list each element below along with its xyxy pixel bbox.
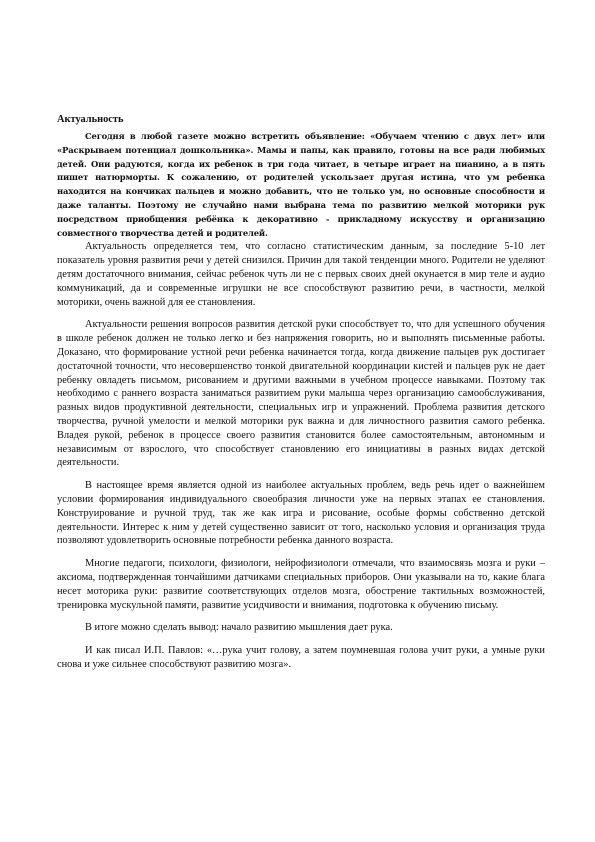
paragraph-relevance: Актуальность определяется тем, что согласно статистическим данным, за последние 5-10 лет показатель уровня развития речи у детей снизился. Причин для такой тенденции много. Родители не уделяют детям достаточного внимания, сейчас ребенок чуть ли не с первых своих дней окунается в мир теле и аудио коммуникаций, да и современные игрушки не все способствуют развитию речи, в частности, мелкой моторики, очень важной для ее становления. — [57, 241, 545, 308]
paragraph-scientists: Многие педагоги, психологи, физиологи, нейрофизиологи отмечали, что взаимосвязь мозга и руки – аксиома, подтвержденная тончайшими датчиками специальных приборов. Они указывали на то, какие блага несет моторика руки: развитие соответствующих отделов мозга, обострение тактильных возможностей, тренировка мускульной памяти, развитие усидчивости и внимания, подготовка к обучению письму. — [57, 558, 545, 611]
paragraph-pavlov-quote: И как писал И.П. Павлов: «…рука учит голову, а затем поумневшая голова учит руки, а умные руки снова и уже сильнее способствуют развитию мозга». — [57, 645, 545, 670]
intro-paragraph: Сегодня в любой газете можно встретить объявление: «Обучаем чтению с двух лет» или «Раскрываем потенциал дошкольника». Мамы и папы, как правило, готовы на все ради любимых детей. Они радуются, когда их ребенок в три года читает, в четыре играет на пианино, а в пять пишет натюрморты. К сожалению, от родителей ускользает другая истина, что ум ребенка находится на кончиках пальцев и можно добавить, что не только ум, но основные способности и даже таланты. Поэтому не случайно нами выбрана тема по развитию мелкой моторики рук посредством приобщения ребёнка к декоративно - прикладному искусству и организацию совместного творчества детей и родителей. — [57, 131, 545, 238]
paragraph-hand-development: Актуальности решения вопросов развития детской руки способствует то, что для успешного обучения в школе ребенок должен не только легко и без напряжения говорить, но и выполнять письменные работы. Доказано, что формирование устной речи ребенка начинается тогда, когда движение пальцев рук достигает достаточной точности, что несовершенство тонкой двигательной координации кистей и пальцев рук не дает ребенку овладеть письмом, рисованием и другими важными в учебном процессе навыками. Поэтому так необходимо с раннего возраста заниматься развитием руки малыша через организацию самообслуживания, разных видов продуктивной деятельности, специальных игр и упражнений. Проблема развития детского творчества, ручной умелости и мелкой моторики рук важна и для личностного развития самого ребенка. Владея рукой, ребенок в процессе своего развития становится более самостоятельным, автономным и независимым от взрослого, что способствует становлению его инициативы в разных видах детской деятельности. — [57, 319, 545, 469]
paragraph-current-time: В настоящее время является одной из наиболее актуальных проблем, ведь речь идет о важнейшем условии формирования индивидуального своеобразия личности уже на первых этапах ее становления. Конструирование и ручной труд, так же как игра и рисование, особые формы собственно детской деятельности. Интерес к ним у детей существенно зависит от того, насколько условия и организация труда позволяют удовлетворить основные потребности ребенка данного возраста. — [57, 480, 545, 547]
document-body — [57, 113, 545, 681]
section-heading: Актуальность — [57, 114, 124, 125]
paragraph-conclusion: В итоге можно сделать вывод: начало развитию мышления дает рука. — [85, 622, 393, 634]
